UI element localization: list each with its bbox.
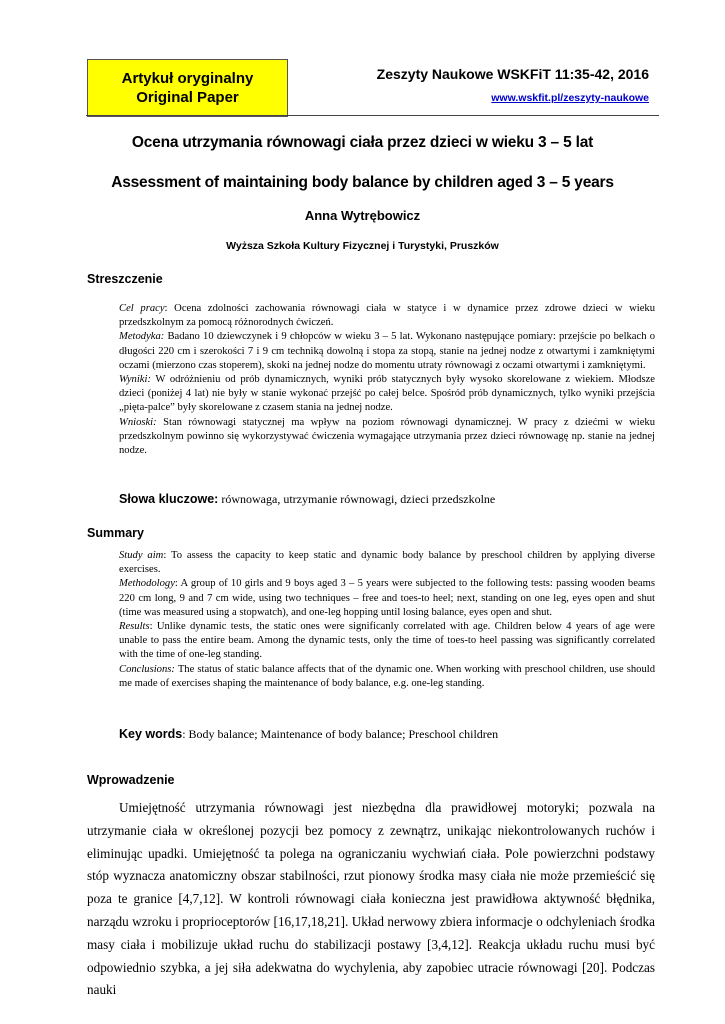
abstract-en-aim	[119, 549, 655, 577]
abstract-pl-aim	[119, 302, 655, 330]
intro-heading: Wprowadzenie	[87, 773, 175, 787]
keywords-en-label: Key words	[119, 727, 183, 741]
streszczenie-abstract	[119, 302, 655, 458]
article-type-badge	[87, 59, 288, 117]
journal-url-link[interactable]: www.wskfit.pl/zeszyty-naukowe	[491, 92, 649, 104]
journal-citation: Zeszyty Naukowe WSKFiT 11:35-42, 2016	[376, 66, 649, 82]
aim-text: : Ocena zdolności zachowania równowagi ciała w statyce i w dynamice przez zdrowe dzieci w wieku przedszkolnym za pomocą różnorodnych ćwiczeń.	[119, 303, 655, 329]
author-affiliation: Wyższa Szkoła Kultury Fizycznej i Turystyki, Pruszków	[226, 240, 499, 252]
methodology-label: Methodology	[119, 578, 175, 590]
summary-abstract	[119, 549, 655, 691]
author-name: Anna Wytrębowicz	[304, 208, 421, 223]
method-text: Badano 10 dziewczynek i 9 chłopców w wieku 3 – 5 lat. Wykonano następujące pomiary: przejście po belkach o długości 220 cm i szerokości 7 i 9 cm techniką dowolną i stopa za stopą, stanie na jednej nodze z otwartymi i zamkniętymi oczami (mierzono czas stoperem), skoki na jednej nodze do momentu utraty równowagi z oczami otwartymi i zamkniętymi.	[119, 331, 655, 371]
keywords-pl-label: Słowa kluczowe:	[119, 492, 219, 506]
results-label: Wyniki:	[119, 374, 151, 386]
title-polish: Ocena utrzymania równowagi ciała przez dzieci w wieku 3 – 5 lat	[131, 134, 594, 151]
abstract-en-method	[119, 577, 655, 620]
title-english: Assessment of maintaining body balance by children aged 3 – 5 years	[111, 174, 614, 191]
abstract-pl-method	[119, 330, 655, 373]
header-divider	[86, 115, 659, 116]
conclusions-en-label: Conclusions:	[119, 663, 175, 675]
keywords-pl-text: równowaga, utrzymanie równowagi, dzieci przedszkolne	[218, 492, 496, 506]
conclusions-en-text: The status of static balance affects that of the dynamic one. When working with preschool children, use should me made of exercises shaping the maintenance of body balance, e.g. one-leg standing.	[119, 663, 655, 689]
badge-line-english: Original Paper	[136, 89, 239, 106]
conclusions-text: Stan równowagi statycznej ma wpływ na poziom równowagi dynamicznej. W pracy z dziećmi w wieku przedszkolnym powinno się wykorzystywać ćwiczenia wymagające utrzymania przez dzieci równowagę np. stanie na jednej nodze.	[119, 416, 655, 457]
methodology-text: : A group of 10 girls and 9 boys aged 3 – 5 years were subjected to the following tests: passing wooden beams 220 cm long, 9 and 7 cm wide, using two techniques – free and toes-to heel; next, standing on one leg, eyes open and shut (time was measured using a stopwatch), and one-leg hopping until losing balance, eyes open and shut.	[119, 578, 655, 618]
keywords-en-text: : Body balance; Maintenance of body balance; Preschool children	[182, 727, 499, 741]
conclusions-label: Wnioski:	[119, 416, 157, 428]
abstract-pl-results	[119, 373, 655, 416]
keywords-polish	[119, 492, 659, 507]
abstract-pl-conclusions	[119, 416, 655, 459]
study-aim-text: : To assess the capacity to keep static and dynamic body balance by preschool children by applying diverse exercises.	[119, 550, 656, 576]
study-aim-label: Study aim	[119, 550, 164, 561]
badge-line-polish: Artykuł oryginalny	[121, 70, 254, 87]
abstract-en-results	[119, 620, 655, 663]
results-text: W odróżnieniu od prób dynamicznych, wyniki prób statycznych były wysoko skorelowane z wiekiem. Młodsze dzieci (poniżej 4 lat) nie były w stanie wykonać przejść po całej belce. Spośród prób dynamicznych, tylko wyniki przejścia „pięta-palce” były skorelowane z czasem stania na jednej nodze.	[119, 374, 655, 414]
method-label: Metodyka:	[119, 331, 165, 343]
aim-label: Cel pracy	[119, 303, 165, 314]
intro-paragraph: Umiejętność utrzymania równowagi jest niezbędna dla prawidłowej motoryki; pozwala na utrzymanie ciała w określonej pozycji bez pomocy z zewnątrz, unikając niekontrolowanych ruchów i eliminując upadki. Umiejętność ta polega na ograniczaniu wychwiań ciała. Pole powierzchni podstawy stóp wyznacza anatomiczny obszar stabilności, rzut pionowy środka masy ciała nie może przemieścić się poza te granice [4,7,12]. W kontroli równowagi ciała konieczna jest prawidłowa aktywność błędnika, narządu wzroku i proprioceptorów [16,17,18,21]. Układ nerwowy zbiera informacje o odchyleniach środka masy ciała i mobilizuje układ ruchu do stabilizacji postawy [3,4,12]. Reakcja układu ruchu musi być odpowiednio szybka, a jej siła adekwatna do wychylenia, aby zapobiec utracie równowagi [20]. Podczas nauki	[87, 800, 655, 998]
results-en-label: Results	[119, 621, 150, 633]
streszczenie-heading: Streszczenie	[87, 272, 163, 286]
keywords-english	[119, 727, 659, 742]
abstract-en-conclusions	[119, 663, 655, 691]
summary-heading: Summary	[87, 526, 144, 540]
results-en-text: : Unlike dynamic tests, the static ones were significanly correlated with age. Children below 4 years of age were unable to pass the entire beam. Among the dynamic tests, only the time of toes-to heel passing was significantly correlated with the time of one-leg standing.	[119, 621, 655, 661]
